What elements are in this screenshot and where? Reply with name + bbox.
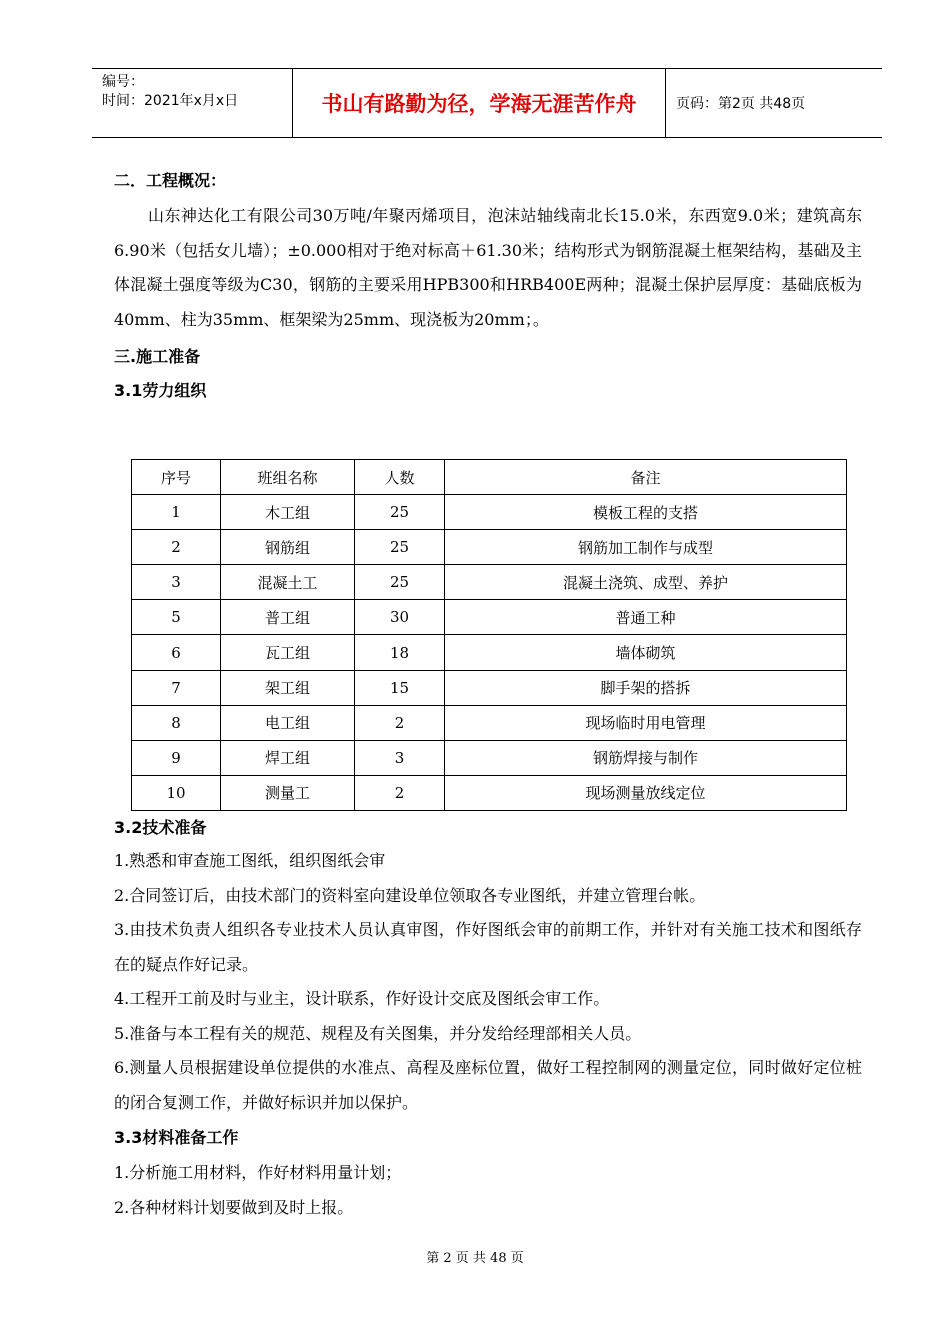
- table-cell: 测量工: [221, 775, 355, 810]
- table-row: [132, 565, 847, 600]
- table-cell: 1: [132, 495, 221, 530]
- table-header-cell: 备注: [445, 460, 847, 495]
- list-item: 3.由技术负责人组织各专业技术人员认真审图，作好图纸会审的前期工作，并针对有关施工技术和图纸存在的疑点作好记录。: [114, 920, 862, 974]
- table-row: [132, 600, 847, 635]
- table-cell: 木工组: [221, 495, 355, 530]
- header-page-info: 页码：第2页 共48页: [676, 96, 806, 112]
- document-body-lower: [114, 812, 862, 1225]
- table-row: [132, 670, 847, 705]
- table-cell: 钢筋焊接与制作: [445, 740, 847, 775]
- table-cell: 3: [132, 565, 221, 600]
- labor-table: [131, 459, 847, 811]
- table-header-cell: 序号: [132, 460, 221, 495]
- time-label: 时间：2021年x月x日: [102, 93, 239, 109]
- table-cell: 8: [132, 705, 221, 740]
- table-header-cell: 班组名称: [221, 460, 355, 495]
- table-cell: 现场临时用电管理: [445, 705, 847, 740]
- table-cell: 钢筋组: [221, 530, 355, 565]
- page-footer: 第 2 页 共 48 页: [426, 1251, 524, 1266]
- table-cell: 5: [132, 600, 221, 635]
- table-cell: 钢筋加工制作与成型: [445, 530, 847, 565]
- table-cell: 现场测量放线定位: [445, 775, 847, 810]
- list-item: 1.分析施工用材料，作好材料用量计划；: [114, 1163, 402, 1182]
- list-item: 5.准备与本工程有关的规范、规程及有关图集，并分发给经理部相关人员。: [114, 1023, 642, 1043]
- table-cell: 普通工种: [445, 600, 847, 635]
- table-cell: 3: [355, 740, 445, 775]
- table-cell: 9: [132, 740, 221, 775]
- table-cell: 25: [355, 565, 445, 600]
- table-cell: 2: [132, 530, 221, 565]
- list-item: 1.熟悉和审查施工图纸，组织图纸会审: [114, 851, 386, 870]
- page-header: [92, 68, 882, 138]
- header-meta: [92, 69, 293, 137]
- table-header-cell: 人数: [355, 460, 445, 495]
- table-cell: 混凝土浇筑、成型、养护: [445, 565, 847, 600]
- section3-3-title: 3.3材料准备工作: [114, 1128, 239, 1147]
- table-cell: 模板工程的支搭: [445, 495, 847, 530]
- section3-title: 三.施工准备: [114, 347, 201, 366]
- document-body: [114, 164, 862, 408]
- table-cell: 架工组: [221, 670, 355, 705]
- header-motto: 书山有路勤为径，学海无涯苦作舟: [293, 69, 666, 137]
- table-cell: 墙体砌筑: [445, 635, 847, 670]
- list-item: 6.测量人员根据建设单位提供的水准点、高程及座标位置，做好工程控制网的测量定位，同时做好定位桩的闭合复测工作，并做好标识并加以保护。: [114, 1058, 862, 1112]
- table-cell: 2: [355, 705, 445, 740]
- table-cell: 15: [355, 670, 445, 705]
- table-cell: 6: [132, 635, 221, 670]
- table-cell: 25: [355, 495, 445, 530]
- table-cell: 焊工组: [221, 740, 355, 775]
- list-item: 2.各种材料计划要做到及时上报。: [114, 1197, 354, 1217]
- section2-title: 二．工程概况：: [114, 171, 227, 190]
- table-row: [132, 705, 847, 740]
- table-row: [132, 775, 847, 810]
- table-cell: 脚手架的搭拆: [445, 670, 847, 705]
- table-row: [132, 495, 847, 530]
- table-row: [132, 530, 847, 565]
- section2-paragraph: 山东神达化工有限公司30万吨/年聚丙烯项目，泡沫站轴线南北长15.0米，东西宽9.0米；建筑高东6.90米（包括女儿墙）；±0.000相对于绝对标高＋61.30米；结构形式为钢筋混凝土框架结构，基础及主体混凝土强度等级为C30，钢筋的主要采用HPB300和HRB400E两种；混凝土保护层厚度：基础底板为40mm、柱为35mm、框架梁为25mm、现浇板为20mm；。: [114, 206, 862, 329]
- table-cell: 电工组: [221, 705, 355, 740]
- list-item: 2.合同签订后，由技术部门的资料室向建设单位领取各专业图纸，并建立管理台帐。: [114, 885, 706, 905]
- table-cell: 30: [355, 600, 445, 635]
- table-row: [132, 740, 847, 775]
- section3-1-title: 3.1劳力组织: [114, 381, 207, 400]
- table-row: [132, 635, 847, 670]
- table-cell: 25: [355, 530, 445, 565]
- table-cell: 混凝土工: [221, 565, 355, 600]
- table-cell: 瓦工组: [221, 635, 355, 670]
- table-cell: 7: [132, 670, 221, 705]
- table-cell: 2: [355, 775, 445, 810]
- number-label: 编号：: [102, 74, 144, 90]
- section3-2-title: 3.2技术准备: [114, 818, 207, 837]
- list-item: 4.工程开工前及时与业主，设计联系，作好设计交底及图纸会审工作。: [114, 989, 610, 1008]
- table-header-row: [132, 460, 847, 495]
- table-cell: 10: [132, 775, 221, 810]
- table-cell: 18: [355, 635, 445, 670]
- table-cell: 普工组: [221, 600, 355, 635]
